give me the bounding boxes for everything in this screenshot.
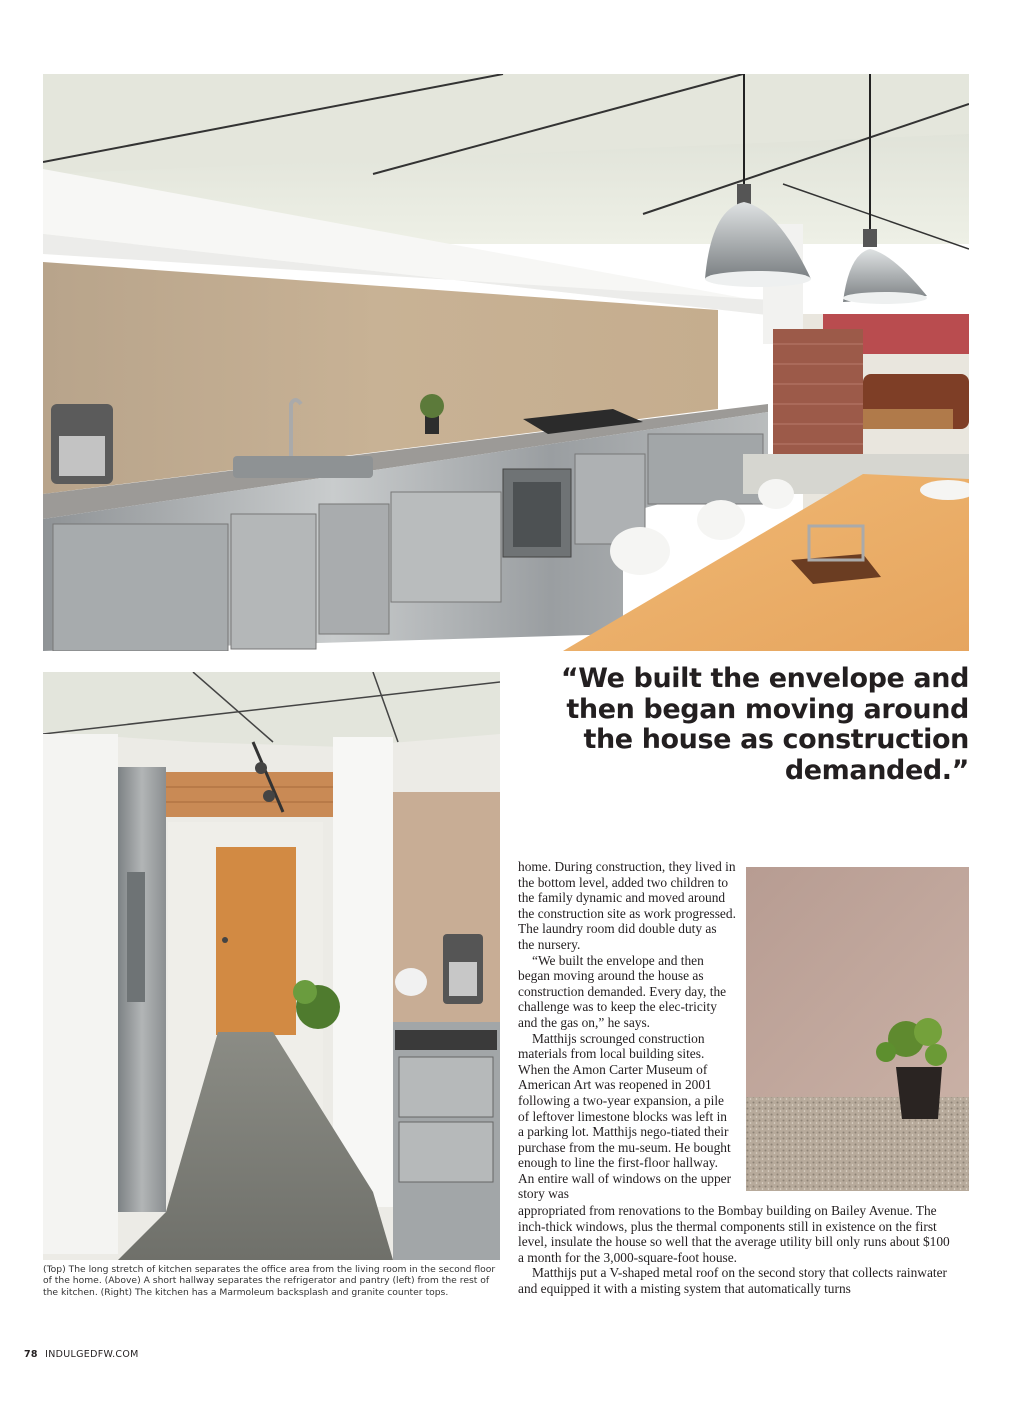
article-paragraph: Matthijs scrounged construction materials from local building sites. When the Amon Carter Museum of American Art was reopened in 2001 following a two-year expansion, a pile of leftover limestone blocks was left in a parking lot. Matthijs nego-tiated their purchase from the mu-seum. He bought enough to line the first-floor hallway. An entire wall of windows on the upper story was: [518, 1030, 732, 1202]
article-column-narrow: [518, 859, 736, 1202]
kitchen-photo-illustration: [43, 74, 969, 651]
page-footer: [24, 1349, 139, 1360]
pull-quote: “We built the envelope and then began moving around the house as construction demanded.”: [560, 663, 969, 786]
page-number: 78: [24, 1349, 38, 1360]
article-column-wide: [518, 1203, 958, 1297]
backsplash-photo-illustration: [746, 867, 969, 1191]
hallway-photo: [43, 672, 500, 1260]
photo-caption: (Top) The long stretch of kitchen separates the office area from the living room in the second floor of the home. (Above) A short hallway separates the refrigerator and pantry (left) from the rest of the kitchen. (Right) The kitchen has a Marmoleum backsplash and granite counter tops.: [43, 1264, 496, 1298]
site-url: INDULGEDFW.COM: [45, 1349, 139, 1360]
article-paragraph: “We built the envelope and then began moving around the house as construction demanded. Every day, the challenge was to keep the elec-tricity and the gas on,” he says.: [518, 952, 727, 1030]
article-paragraph: home. During construction, they lived in the bottom level, added two children to the family dynamic and moved around the construction site as work progressed. The laundry room did double duty as the nursery.: [518, 859, 736, 952]
hallway-photo-illustration: [43, 672, 500, 1260]
kitchen-photo-top: [43, 74, 969, 651]
article-paragraph: appropriated from renovations to the Bombay building on Bailey Avenue. The inch-thick windows, plus the thermal components still in existence on the first level, insulate the house so well that the average utility bill only runs about $100 a month for the 3,000-square-foot house.: [518, 1203, 950, 1265]
backsplash-photo: [746, 867, 969, 1191]
article-paragraph: Matthijs put a V-shaped metal roof on the second story that collects rainwater and equipped it with a misting system that automatically turns: [518, 1265, 948, 1296]
